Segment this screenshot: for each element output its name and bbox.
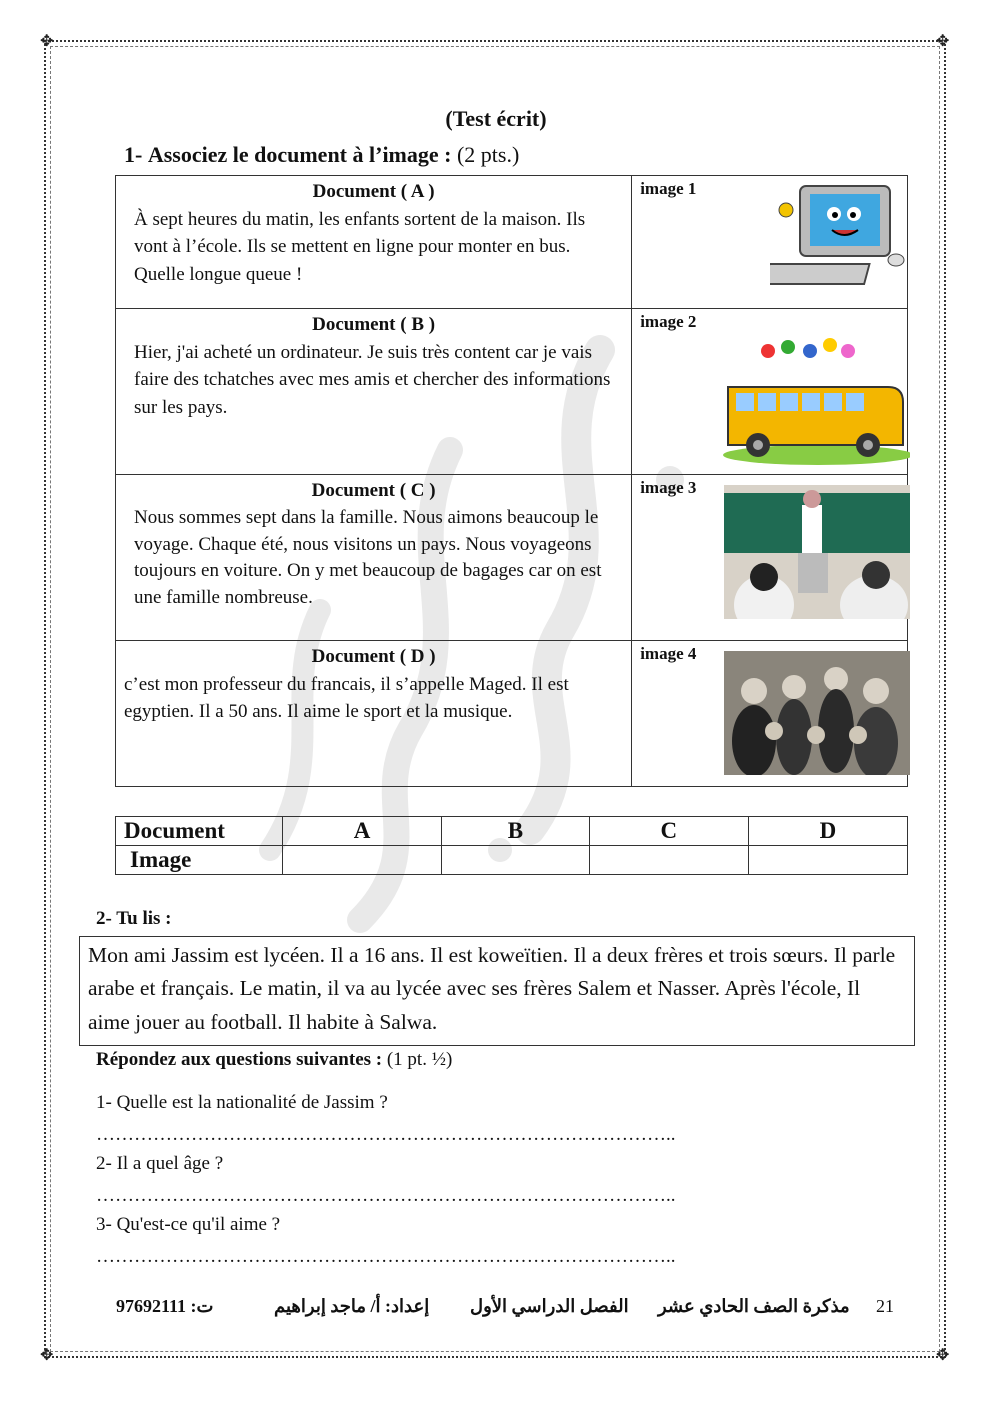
exercise1-number: 1- [124, 142, 143, 167]
computer-cartoon-image [770, 180, 910, 304]
image-label: image 3 [640, 478, 697, 497]
answer-row-label: Document [116, 817, 283, 846]
document-heading: Document ( D ) [311, 646, 436, 667]
corner-ornament-icon: ✥ [40, 1347, 54, 1364]
exercise1-heading [124, 142, 519, 168]
document-text: c’est mon professeur du francais, il s’appelle Maged. Il est egyptien. Il a 50 ans. Il aime le sport et la musique. [124, 673, 569, 723]
document-row [116, 641, 908, 787]
answer-line-3[interactable]: ……………………………………………………………………………….. [96, 1246, 676, 1267]
image-label: image 2 [640, 312, 697, 331]
answer-line-1[interactable]: ……………………………………………………………………………….. [96, 1124, 676, 1145]
exercise2-heading: 2- Tu lis : [96, 908, 172, 929]
document-heading: Document ( A ) [312, 181, 435, 202]
document-row [116, 176, 908, 309]
document-text: Nous sommes sept dans la famille. Nous aimons beaucoup le voyage. Chaque été, nous visitons un pays. Nous voyageons toujours en voiture. On y met beaucoup de bagages car on est une famille nombreuse. [134, 506, 602, 609]
footer-author: إعداد: أ/ ماجد إبراهيم [274, 1296, 430, 1316]
footer-semester: الفصل الدراسي الأول [470, 1296, 629, 1316]
answer-column-header: A [283, 817, 442, 846]
answer-cell[interactable] [589, 846, 748, 875]
documents-table [115, 175, 908, 787]
school-bus-image [718, 337, 910, 469]
image-label: image 1 [640, 179, 697, 198]
document-row [116, 475, 908, 641]
exercise2-instruction-line [96, 1049, 452, 1071]
page-number: 21 [876, 1296, 894, 1316]
question-2: 2- Il a quel âge ? [96, 1153, 224, 1174]
answer-table [115, 816, 908, 875]
document-row [116, 309, 908, 475]
classroom-teacher-image [724, 485, 910, 619]
family-photo-image [724, 651, 910, 775]
corner-ornament-icon: ✥ [40, 33, 54, 50]
answer-column-header: B [442, 817, 590, 846]
corner-ornament-icon: ✥ [936, 1347, 950, 1364]
answer-row-image [116, 846, 908, 875]
question-3: 3- Qu'est-ce qu'il aime ? [96, 1214, 281, 1235]
exercise2-points: (1 pt. ½) [386, 1049, 453, 1070]
document-heading: Document ( B ) [312, 314, 436, 335]
footer-book: مذكرة الصف الحادي عشر [658, 1296, 850, 1316]
answer-column-header: D [748, 817, 907, 846]
image-label: image 4 [640, 644, 697, 663]
answer-cell[interactable] [748, 846, 907, 875]
reading-text-box: Mon ami Jassim est lycéen. Il a 16 ans. Il est koweïtien. Il a deux frères et trois sœurs. Il parle arabe et français. Le matin, il va au lycée avec ses frères Salem et Nasser. Après l'école, Il aime jouer au football. Il habite à Salwa. [79, 936, 915, 1046]
page-title: (Test écrit) [445, 106, 547, 131]
question-1: 1- Quelle est la nationalité de Jassim ? [96, 1092, 388, 1113]
document-heading: Document ( C ) [311, 480, 436, 501]
answer-cell[interactable] [283, 846, 442, 875]
document-text: À sept heures du matin, les enfants sortent de la maison. Ils vont à l’école. Ils se mettent en ligne pour monter en bus. Quelle longue queue ! [134, 208, 586, 285]
answer-column-header: C [589, 817, 748, 846]
exercise1-points: (2 pts.) [456, 142, 520, 167]
answer-cell[interactable] [442, 846, 590, 875]
answer-line-2[interactable]: ……………………………………………………………………………….. [96, 1185, 676, 1206]
footer-phone: ت: 97692111 [116, 1296, 214, 1316]
answer-row-document [116, 817, 908, 846]
document-text: Hier, j'ai acheté un ordinateur. Je suis très content car je vais faire des tchatches avec mes amis et chercher des informations sur les pays. [134, 341, 611, 418]
exercise1-instruction: Associez le document à l’image : [147, 142, 452, 167]
exercise2-instruction: Répondez aux questions suivantes : [96, 1049, 383, 1070]
corner-ornament-icon: ✥ [936, 33, 950, 50]
answer-row-label: Image [116, 846, 283, 875]
